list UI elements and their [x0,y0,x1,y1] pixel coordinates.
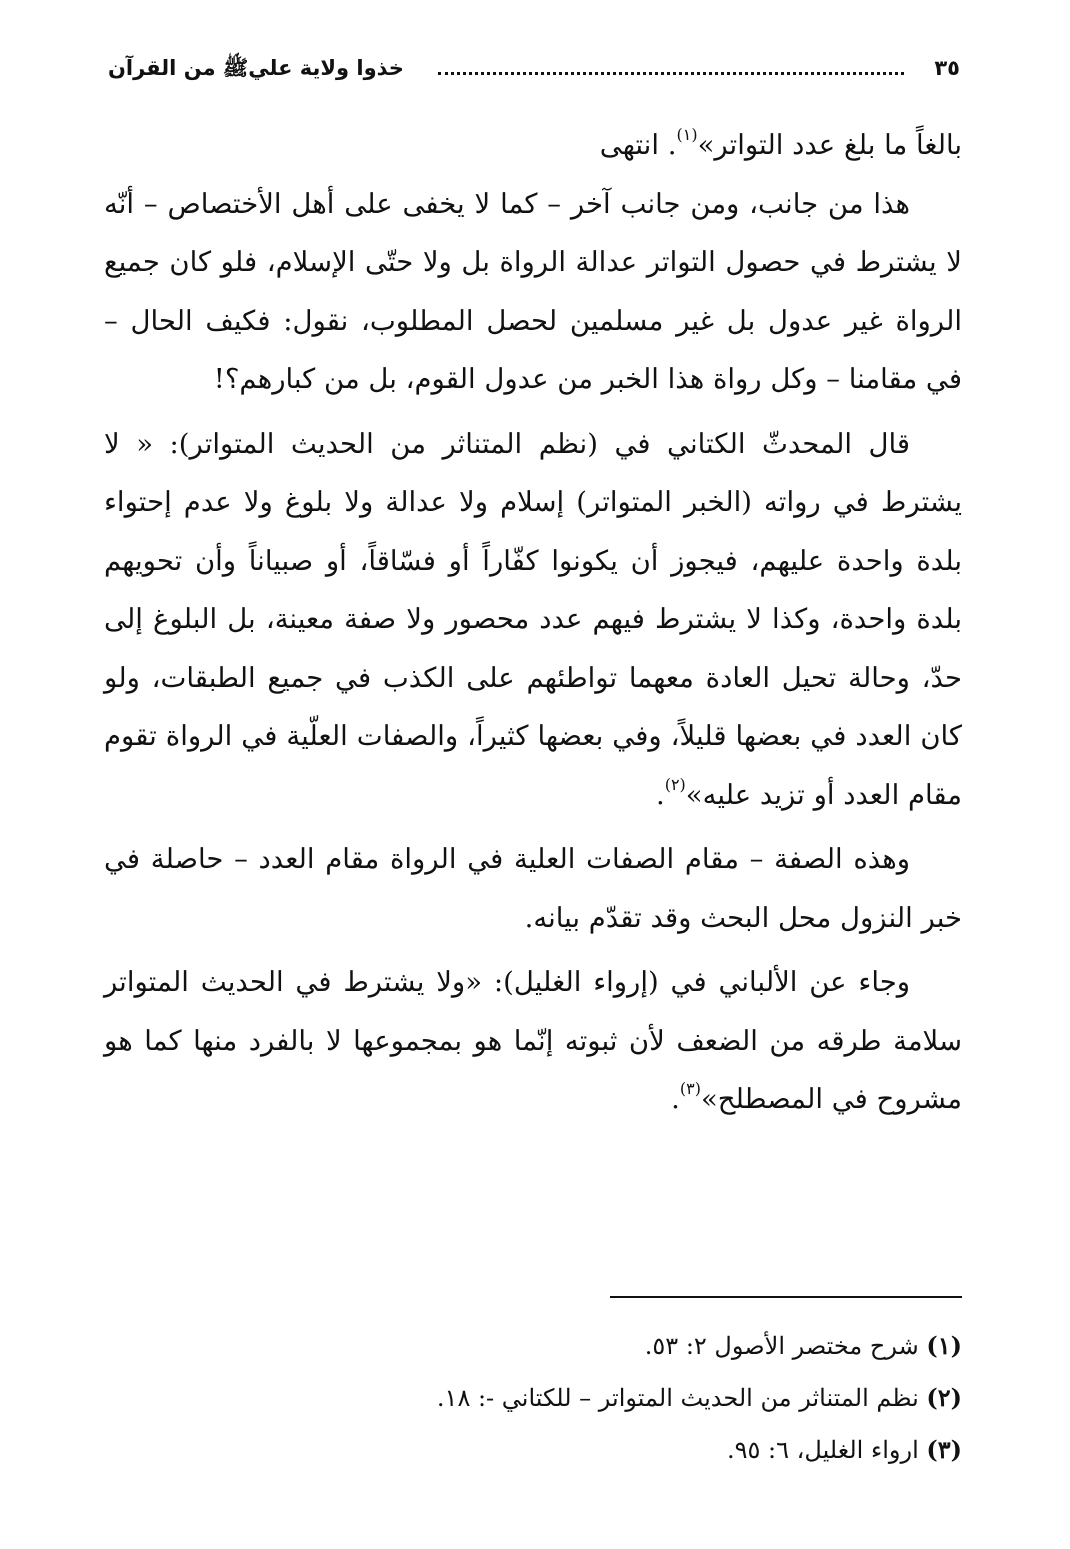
paragraph-3-end: . [655,778,665,811]
header-dot-leader [438,72,904,75]
paragraph-5-end: . [671,1083,680,1115]
footnote-text: نظم المتناثر من الحديث المتواتر – للكتاني -: ١٨. [436,1384,919,1412]
page-number: ٣٥ [934,56,960,80]
paragraph-3 [104,415,962,825]
footnote-ref-2[interactable]: (٢) [664,774,686,794]
footnote-2 [300,1372,962,1424]
paragraph-5 [104,953,962,1129]
footnote-3 [300,1424,962,1476]
footnote-ref-1[interactable]: (١) [676,125,698,144]
footnote-number: (٣) [926,1435,962,1464]
paragraph-1-end: . انتهى [599,129,677,161]
running-header [108,48,960,88]
body-text [104,116,962,1129]
footnote-text: ارواء الغليل، ٦: ٩٥. [726,1436,919,1464]
paragraph-4: وهذه الصفة – مقام الصفات العلية في الرواة مقام العدد – حاصلة في خبر النزول محل البحث وقد تقدّم بيانه. [104,843,962,934]
footnote-number: (١) [926,1331,962,1360]
paragraph-3-text: قال المحدثّ الكتاني في (نظم المتناثر من الحديث المتواتر): « لا يشترط في رواته (الخبر المتواتر) إسلام ولا عدالة ولا بلوغ ولا عدم إحتواء بلدة واحدة عليهم، فيجوز أن يكونوا كفّاراً أو فسّاقاً، أو صبياناً وأن تحويهم بلدة واحدة، وكذا لا يشترط فيهم عدد محصور ولا صفة معينة، بل البلوغ إلى حدّ، وحالة تحيل العادة معهما تواطئهم على الكذب في جميع الطبقات، ولو كان العدد في بعضها قليلاً، وفي بعضها كثيراً، والصفات العلّية في الرواة تقوم مقام العدد أو تزيد عليه» [104,427,962,811]
footnote-separator [610,1296,962,1298]
footnotes [300,1320,962,1476]
footnote-text: شرح مختصر الأصول ٢: ٥٣. [644,1332,919,1360]
footnote-number: (٢) [926,1383,962,1412]
footnote-ref-3[interactable]: (٣) [679,1079,701,1098]
running-title: خذوا ولاية عليﷺ من القرآن [108,56,404,80]
footnote-1 [300,1320,962,1372]
paragraph-5-text: وجاء عن الألباني في (إرواء الغليل): «ولا يشترط في الحديث المتواتر سلامة طرقه من الضعف لأن ثبوته إنّما هو بمجموعها لا بالفرد منها كما هو مشروح في المصطلح» [104,966,962,1115]
paragraph-1 [104,116,962,175]
paragraph-2: هذا من جانب، ومن جانب آخر – كما لا يخفى على أهل الأختصاص – أنّه لا يشترط في حصول التواتر عدالة الرواة بل ولا حتّى الإسلام، فلو كان جميع الرواة غير عدول بل غير مسلمين لحصل المطلوب، نقول: فكيف الحال – في مقامنا – وكل رواة هذا الخبر من عدول القوم، بل من كبارهم؟! [104,187,962,395]
paragraph-1-text: بالغاً ما بلغ عدد التواتر» [697,129,962,161]
